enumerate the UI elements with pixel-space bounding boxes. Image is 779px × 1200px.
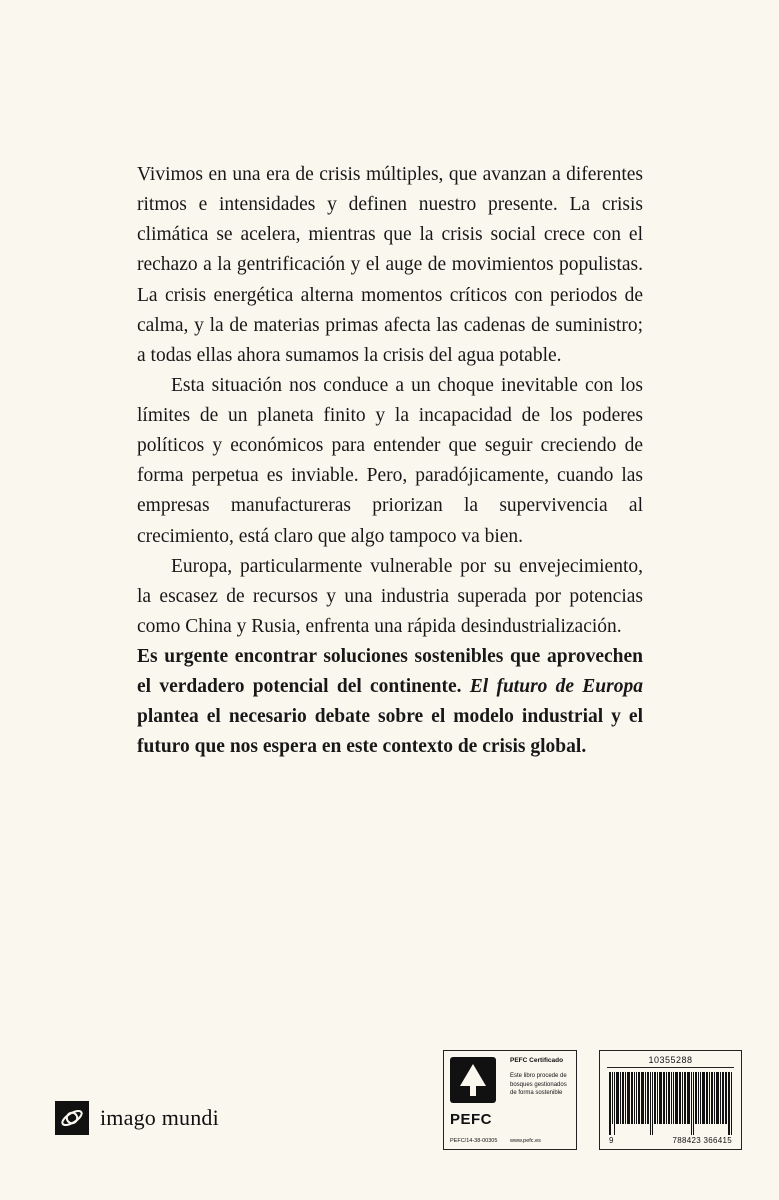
highlight-book-title: El futuro de Europa (469, 676, 643, 698)
imprint-logo-block (55, 1101, 219, 1135)
isbn-internal-number: 10355288 (607, 1055, 734, 1068)
blurb-text-block (137, 160, 643, 763)
barcode-bars (607, 1068, 734, 1135)
highlight-paragraph (137, 642, 643, 763)
pefc-text-column (504, 1057, 571, 1144)
isbn-digits-row (607, 1135, 734, 1145)
isbn-left-digit: 9 (609, 1136, 614, 1145)
pefc-title: PEFC Certificado (510, 1057, 564, 1064)
pefc-body-text: Este libro procede de bosques gestionados de forma sostenible (510, 1073, 567, 1097)
pefc-url: www.pefc.es (510, 1138, 541, 1144)
pefc-certification-box (443, 1050, 577, 1150)
blurb-paragraph-2: Esta situación nos conduce a un choque inevitable con los límites de un planeta finito y la incapacidad de los poderes políticos y económicos para entender que seguir creciendo de forma perpetua es inviable. Pero, paradójicamente, cuando las empresas manufactureras priorizan la supervivencia al crecimiento, está claro que algo tampoco va bien. (137, 374, 643, 547)
isbn-digits: 788423 366415 (672, 1136, 732, 1145)
highlight-part-1: Es urgente encontrar soluciones sostenibles que aprovechen el verdadero potencial del continente. (137, 646, 643, 698)
planet-mark-icon (55, 1101, 89, 1135)
highlight-part-2: plantea el necesario debate sobre el modelo industrial y el futuro que nos espera en este contexto de crisis global. (137, 706, 643, 758)
pefc-logo-word: PEFC (450, 1111, 493, 1128)
pefc-tree-icon (450, 1057, 496, 1103)
pefc-code: PEFC/14-38-00305 (450, 1138, 498, 1144)
pefc-logo-column (450, 1057, 504, 1144)
blurb-paragraph-1: Vivimos en una era de crisis múltiples, que avanzan a diferentes ritmos e intensidades y definen nuestro presente. La crisis climática se acelera, mientras que la crisis social crece con el rechazo a la gentrificación y el auge de movimientos populistas. La crisis energética alterna momentos críticos con periodos de calma, y la de materias primas afecta las cadenas de suministro; a todas ellas ahora sumamos la crisis del agua potable. (137, 164, 643, 366)
imprint-name: imago mundi (100, 1105, 219, 1130)
blurb-paragraph-3: Europa, particularmente vulnerable por su envejecimiento, la escasez de recursos y una industria superada por potencias como China y Rusia, enfrenta una rápida desindustrialización. (137, 555, 643, 637)
isbn-barcode-box (599, 1050, 742, 1150)
